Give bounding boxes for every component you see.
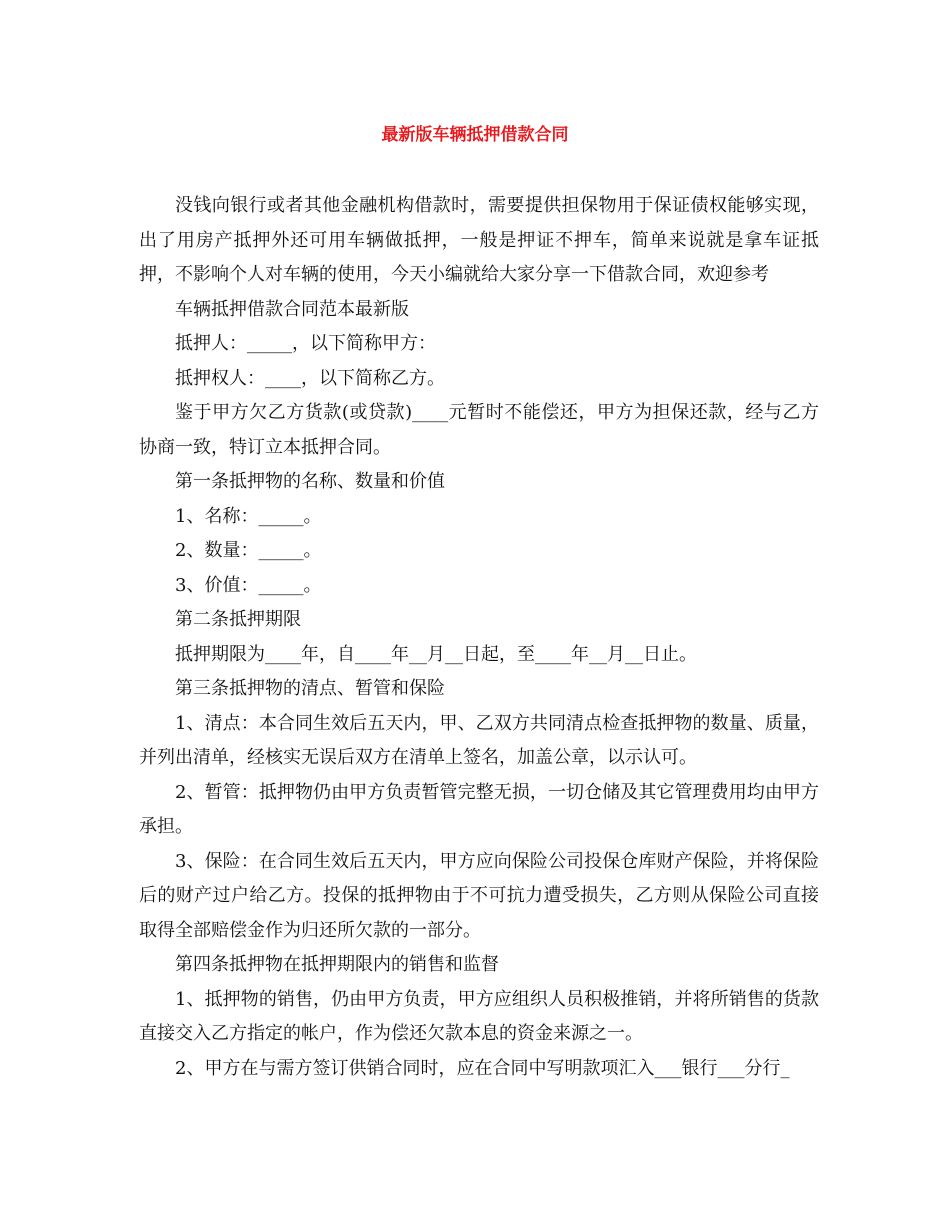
document-title: 最新版车辆抵押借款合同: [381, 125, 569, 145]
article-4-item-sales: 1、抵押物的销售，仍由甲方负责，甲方应组织人员积极推销，并将所销售的货款直接交入乙方指定的帐户，作为偿还欠款本息的资金来源之一。: [139, 988, 819, 1044]
article-2-term: 抵押期限为____年，自____年__月__日起，至____年__月__日止。: [175, 643, 697, 665]
recital-paragraph: 鉴于甲方欠乙方货款(或贷款)____元暂时不能偿还，甲方为担保还款，经与乙方协商一致，特订立本抵押合同。: [139, 402, 819, 458]
document-body: [139, 189, 819, 1086]
mortgagor-line: 抵押人：_____，以下简称甲方：: [175, 333, 436, 354]
article-1-item-value: 3、价值：_____。: [175, 574, 322, 596]
article-3-item-inventory: 1、清点：本合同生效后五天内，甲、乙双方共同清点检查抵押物的数量、质量，并列出清单，经核实无误后双方在清单上签名，加盖公章，以示认可。: [139, 712, 819, 768]
article-3-item-custody: 2、暂管：抵押物仍由甲方负责暂管完整无损，一切仓储及其它管理费用均由甲方承担。: [139, 781, 819, 837]
article-1-heading: 第一条抵押物的名称、数量和价值: [175, 471, 445, 492]
article-4-heading: 第四条抵押物在抵押期限内的销售和监督: [175, 954, 499, 975]
article-4-item-contracts: 2、甲方在与需方签订供销合同时，应在合同中写明款项汇入___银行___分行_: [175, 1057, 790, 1079]
mortgagee-line: 抵押权人：____，以下简称乙方。: [175, 367, 445, 389]
article-3-heading: 第三条抵押物的清点、暂管和保险: [175, 678, 445, 699]
article-2-heading: 第二条抵押期限: [175, 609, 301, 630]
template-heading: 车辆抵押借款合同范本最新版: [175, 298, 409, 320]
intro-paragraph: 没钱向银行或者其他金融机构借款时，需要提供担保物用于保证债权能够实现，出了用房产抵押外还可用车辆做抵押，一般是押证不押车，简单来说就是拿车证抵押，不影响个人对车辆的使用，今天小编就给大家分享一下借款合同，欢迎参考: [139, 195, 819, 285]
article-3-item-insurance: 3、保险：在合同生效后五天内，甲方应向保险公司投保仓库财产保险，并将保险后的财产过户给乙方。投保的抵押物由于不可抗力遭受损失，乙方则从保险公司直接取得全部赔偿金作为归还所欠款的一部分。: [139, 850, 819, 941]
article-1-item-quantity: 2、数量：_____。: [175, 540, 322, 561]
article-1-item-name: 1、名称：_____。: [175, 505, 322, 527]
